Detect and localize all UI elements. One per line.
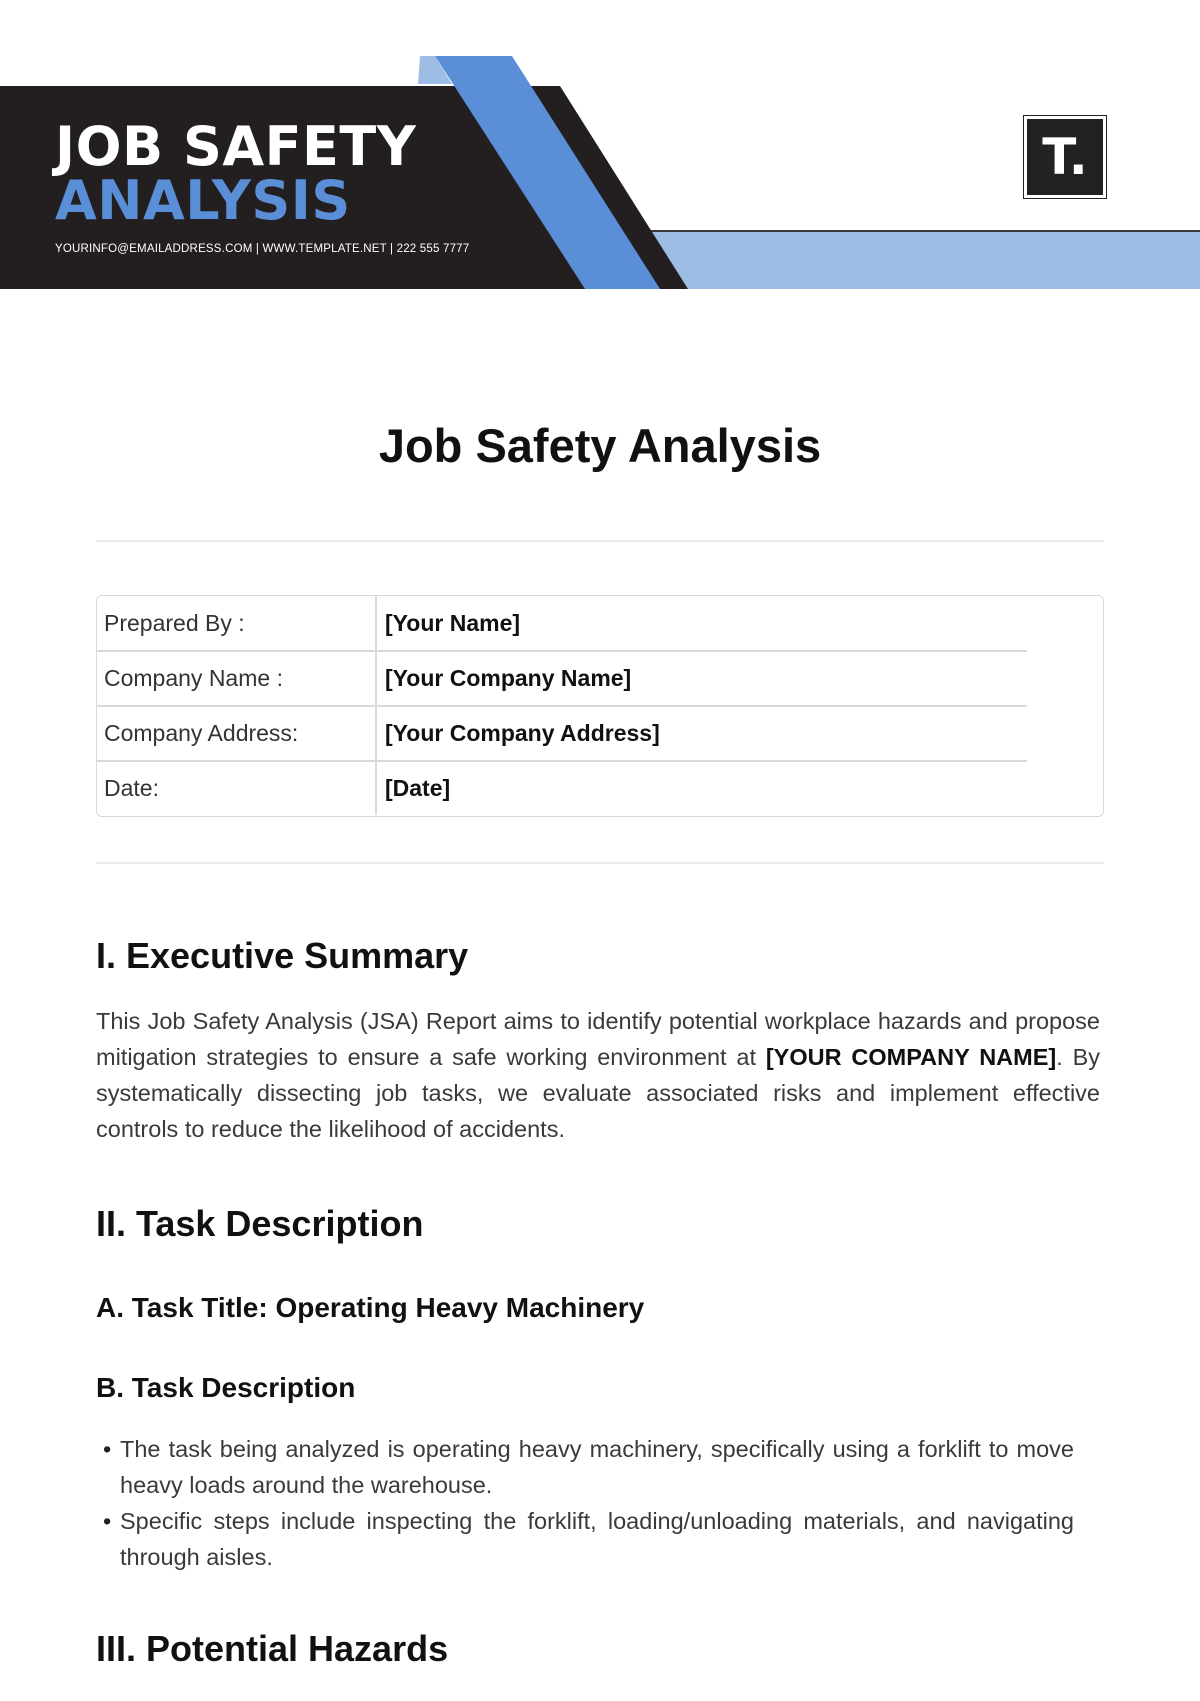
section-heading-executive-summary: I. Executive Summary: [96, 935, 469, 976]
info-value: [Your Company Name]: [385, 665, 632, 691]
info-label: Date:: [104, 775, 159, 801]
info-row-prepared-by: [97, 596, 1102, 651]
section-heading-task-description: II. Task Description: [96, 1203, 424, 1244]
info-table: [96, 595, 1104, 817]
company-logo: [1023, 115, 1107, 199]
info-value: [Your Company Address]: [385, 720, 660, 746]
info-row-date: [97, 761, 1102, 816]
summary-text-after: . By systematically dissecting job tasks, we evaluate associated risks and implement effective controls to reduce the likelihood of accidents.: [96, 1044, 1101, 1142]
info-value: [Date]: [385, 775, 451, 801]
contact-info: YOURINFO@EMAILADDRESS.COM | WWW.TEMPLATE.NET | 222 555 7777: [55, 243, 470, 255]
brand-title: [55, 115, 417, 232]
executive-summary-text: [96, 1003, 1100, 1147]
info-label: Company Name :: [104, 665, 283, 691]
document-title: Job Safety Analysis: [378, 419, 822, 472]
brand-title-line2: ANALYSIS: [55, 169, 351, 232]
list-item: • Specific steps include inspecting the forklift, loading/unloading materials, and navigating through aisles.: [96, 1503, 1074, 1575]
info-row-company-address: [97, 706, 1102, 761]
info-label: Prepared By :: [104, 610, 245, 636]
info-row-company-name: [97, 651, 1102, 706]
company-name-placeholder: [YOUR COMPANY NAME]: [765, 1044, 1057, 1070]
divider-bottom: [96, 862, 1104, 864]
task-bullet-list: [96, 1431, 1074, 1575]
info-label: Company Address:: [104, 720, 299, 746]
section-heading-potential-hazards: III. Potential Hazards: [96, 1628, 449, 1669]
task-title-heading: A. Task Title: Operating Heavy Machinery: [96, 1292, 645, 1323]
info-value: [Your Name]: [385, 610, 521, 636]
banner-light-blue-band: [620, 231, 1200, 289]
list-item: • The task being analyzed is operating heavy machinery, specifically using a forklift to move heavy loads around the warehouse.: [96, 1431, 1074, 1503]
logo-letter: T.: [1027, 119, 1103, 195]
divider-top: [96, 540, 1104, 542]
brand-title-line1: JOB SAFETY: [55, 115, 417, 178]
summary-text-before: This Job Safety Analysis (JSA) Report aims to identify potential workplace hazards and propose mitigation strategies to ensure a safe working environment at: [96, 1008, 1100, 1070]
task-description-subheading: B. Task Description: [96, 1372, 356, 1403]
